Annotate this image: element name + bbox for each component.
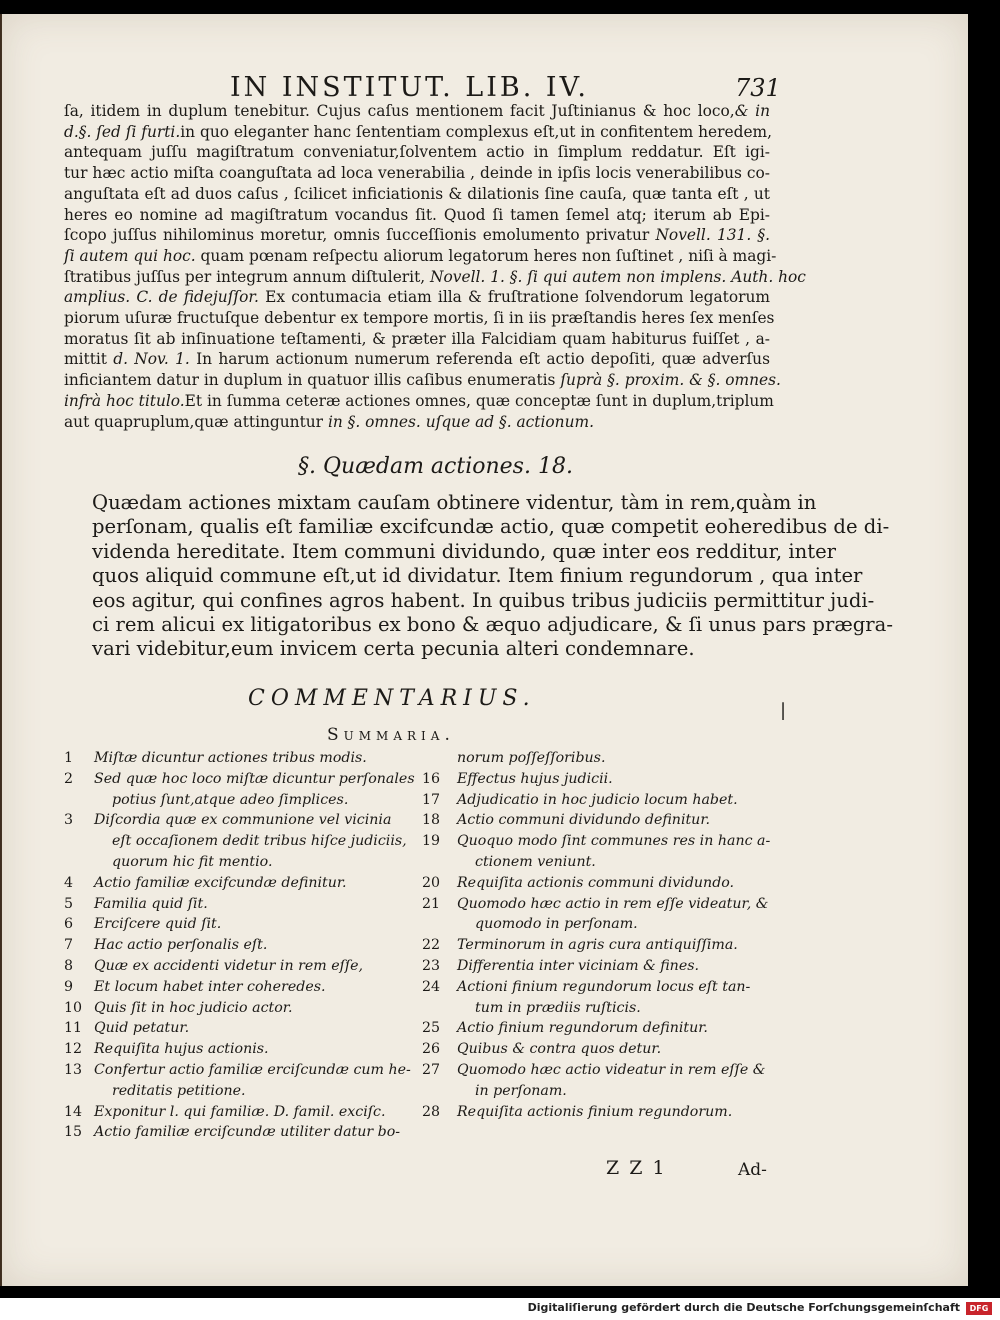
summary-number: 21 bbox=[422, 895, 441, 912]
commentary-line bbox=[64, 309, 775, 328]
catchword: Ad- bbox=[738, 1160, 767, 1180]
citation-text: & in bbox=[734, 102, 770, 120]
summary-entry: Erciſcere quid ſit. bbox=[94, 916, 222, 933]
summary-entry: Actio familiæ erciſcundæ utiliter datur bo- bbox=[94, 1124, 401, 1141]
commentary-line bbox=[64, 288, 770, 307]
summary-entry: Familia quid ſit. bbox=[94, 895, 208, 912]
institutes-line: quos aliquid commune eſt,ut id dividatur. Item finium regundorum , qua inter bbox=[92, 564, 863, 588]
summary-number: 12 bbox=[64, 1041, 83, 1058]
body-text: mittit bbox=[64, 350, 107, 369]
summary-number: 20 bbox=[422, 874, 441, 891]
summary-entry: Effectus hujus judicii. bbox=[457, 770, 613, 787]
summary-entry: Quibus & contra quos detur. bbox=[457, 1041, 662, 1058]
commentary-line bbox=[64, 350, 770, 369]
summary-number: 28 bbox=[422, 1103, 441, 1120]
summary-entry: potius ſunt,atque adeo ſimplices. bbox=[112, 791, 349, 808]
institutes-line: videnda hereditate. Item communi dividundo, quæ inter eos redditur, inter bbox=[92, 539, 837, 563]
summary-entry: Quæ ex accidenti videtur in rem eſſe, bbox=[94, 958, 364, 974]
commentarius-heading: COMMENTARIUS. bbox=[248, 686, 536, 711]
summary-entry: Actio familiæ excifcundæ definitur. bbox=[94, 874, 347, 891]
summary-entry: Terminorum in agris cura antiquiſſima. bbox=[457, 937, 738, 954]
commentary-line bbox=[64, 226, 770, 245]
body-text: aut quapruplum,quæ attinguntur bbox=[64, 412, 324, 431]
summary-number: 24 bbox=[422, 978, 441, 995]
citation-text: amplius. C. de fidejuſſor. bbox=[64, 288, 259, 307]
summary-entry: Sed quæ hoc loco miſtæ dicuntur perſonales bbox=[94, 770, 415, 787]
summary-number: 22 bbox=[422, 937, 441, 954]
commentary-line bbox=[64, 246, 777, 266]
digitization-note: Digitaliſierung gefördert durch die Deutsche Forſchungsgemeinſchaft bbox=[527, 1301, 960, 1314]
summary-entry: Quis ſit in hoc judicio actor. bbox=[94, 999, 293, 1016]
commentary-line bbox=[64, 164, 770, 183]
summary-entry: quorum hic fit mentio. bbox=[112, 854, 273, 870]
summary-entry: Differentia inter viciniam & fines. bbox=[457, 958, 700, 974]
summary-entry: quomodo in perſonam. bbox=[475, 916, 638, 933]
summary-number: 17 bbox=[422, 791, 441, 808]
citation-text: infrà hoc titulo. bbox=[64, 391, 185, 410]
commentary-line bbox=[64, 122, 773, 142]
summary-number: 10 bbox=[64, 999, 83, 1016]
summary-number: 3 bbox=[64, 812, 74, 829]
citation-text: d.§. ſed ſi furti. bbox=[64, 122, 181, 141]
summary-number: 15 bbox=[64, 1124, 83, 1141]
body-text: piorum uſuræ fructuſque debentur ex tempore mortis, ſi in iis præſtandis heres ſex menſes bbox=[64, 309, 775, 327]
summary-entry: eſt occaſionem dedit tribus hiſce judiciis, bbox=[112, 833, 407, 850]
summary-number: 1 bbox=[64, 750, 74, 766]
citation-text: Novell. 1. §. ſi qui autem non implens. Auth. hoc bbox=[425, 267, 806, 286]
body-text: quam pœnam reſpectu aliorum legatorum heres non ſuſtinet , niſi à magi- bbox=[195, 246, 777, 265]
commentary-line bbox=[64, 391, 774, 411]
summary-entry: Actio finium regundorum definitur. bbox=[457, 1020, 708, 1037]
summary-entry: Confertur actio familiæ erciſcundæ cum he- bbox=[94, 1062, 411, 1078]
body-text: inficiantem datur in duplum in quatuor illis caſibus enumeratis bbox=[64, 371, 556, 390]
summaria-heading: Summaria. bbox=[327, 725, 455, 745]
summary-entry: Adjudicatio in hoc judicio locum habet. bbox=[457, 791, 738, 808]
summary-number: 26 bbox=[422, 1041, 441, 1058]
commentary-line bbox=[64, 267, 806, 287]
summary-number: 18 bbox=[422, 812, 441, 829]
body-text: moratus ſit ab inſinuatione teſtamenti, & præter illa Falcidiam quam habiturus fuiſſet , a- bbox=[64, 329, 770, 348]
summary-entry: reditatis petitione. bbox=[112, 1082, 246, 1099]
summary-number: 11 bbox=[64, 1020, 83, 1037]
body-text: ſa, itidem in duplum tenebitur. Cujus caſus mentionem facit Juſtinianus & hoc loco, bbox=[64, 102, 735, 120]
body-text: in quo eleganter hanc ſententiam complexus eſt,ut in confitentem heredem, bbox=[180, 122, 773, 141]
commentary-line bbox=[64, 143, 770, 162]
summary-entry: norum poſſeſſoribus. bbox=[457, 750, 606, 766]
summary-entry: Quid petatur. bbox=[94, 1020, 190, 1037]
commentary-line bbox=[64, 185, 770, 204]
body-text: ſtratibus juſſus per integrum annum diſtulerit, bbox=[64, 267, 426, 286]
summary-number: 7 bbox=[64, 937, 74, 954]
summary-entry: Requiſita actionis communi dividundo. bbox=[457, 874, 735, 891]
signature-mark: Z Z 1 bbox=[606, 1157, 667, 1179]
summary-number: 9 bbox=[64, 978, 74, 995]
summary-number: 19 bbox=[422, 833, 441, 850]
institutes-line: ci rem alicui ex litigatoribus ex bono & æquo adjudicare, & ſi unus pars prægra- bbox=[92, 613, 893, 636]
summary-entry: Quoquo modo ſint communes res in hanc a- bbox=[457, 833, 771, 850]
body-text: heres eo nomine ad magiſtratum vocandus ſit. Quod ſi tamen ſemel atq; iterum ab Epi- bbox=[64, 205, 770, 224]
summary-number: 27 bbox=[422, 1062, 441, 1078]
summary-entry: Quomodo hæc actio in rem eſſe videatur, & bbox=[457, 895, 769, 912]
summary-number: 5 bbox=[64, 895, 74, 912]
summary-number: 23 bbox=[422, 958, 441, 974]
institutes-line: perſonam, qualis eſt familiæ excifcundæ actio, quæ competit eoheredibus de di- bbox=[92, 515, 890, 539]
institutes-line: Quædam actiones mixtam cauſam obtinere videntur, tàm in rem,quàm in bbox=[92, 491, 817, 514]
summary-entry: Hac actio perſonalis eſt. bbox=[94, 937, 268, 954]
body-text: Et in ſumma ceteræ actiones omnes, quæ conceptæ ſunt in duplum,triplum bbox=[184, 391, 774, 410]
body-text: In harum actionum numerum referenda eſt actio depoſiti, quæ adverſus bbox=[189, 350, 770, 369]
summary-entry: ctionem veniunt. bbox=[475, 854, 596, 870]
summary-number: 8 bbox=[64, 958, 74, 974]
citation-text: in §. omnes. uſque ad §. actionum. bbox=[323, 412, 594, 431]
running-head: IN INSTITUT. LIB. IV. bbox=[230, 72, 589, 103]
summary-entry: Actio communi dividundo definitur. bbox=[457, 812, 711, 829]
commentary-line bbox=[64, 102, 770, 121]
section-heading: §. Quædam actiones. 18. bbox=[298, 454, 573, 479]
citation-text: ſuprà §. proxim. & §. omnes. bbox=[555, 371, 781, 390]
body-text: anguſtata eſt ad duos caſus , ſcilicet inficiationis & dilationis ſine cauſa, quæ tanta eſt , ut bbox=[64, 184, 770, 203]
summary-number: 25 bbox=[422, 1020, 441, 1037]
dfg-logo: DFG bbox=[966, 1302, 992, 1315]
summary-entry: in perſonam. bbox=[475, 1082, 567, 1099]
summary-number: 4 bbox=[64, 874, 74, 891]
summary-entry: Requiſita actionis finium regundorum. bbox=[457, 1103, 733, 1120]
summary-number: 13 bbox=[64, 1062, 83, 1078]
summary-number: 2 bbox=[64, 770, 74, 787]
body-text: Ex contumacia etiam illa & fruſtratione ſolvendorum legatorum bbox=[258, 288, 770, 307]
page-number: 731 bbox=[735, 74, 781, 102]
summary-entry: Diſcordia quæ ex communione vel vicinia bbox=[94, 812, 392, 829]
commentary-line bbox=[64, 206, 770, 225]
summary-number: 6 bbox=[64, 916, 74, 933]
summary-number: 14 bbox=[64, 1103, 83, 1120]
margin-mark: | bbox=[780, 700, 787, 721]
citation-text: d. Nov. 1. bbox=[107, 350, 190, 369]
summary-entry: Quomodo hæc actio videatur in rem eſſe & bbox=[457, 1062, 766, 1078]
summary-entry: Exponitur l. qui familiæ. D. famil. exciſc. bbox=[94, 1103, 386, 1120]
summary-entry: Actioni finium regundorum locus eſt tan- bbox=[457, 978, 751, 995]
book-page bbox=[2, 14, 968, 1286]
summary-entry: Miſtæ dicuntur actiones tribus modis. bbox=[94, 750, 367, 766]
summary-number: 16 bbox=[422, 770, 441, 787]
body-text: ſcopo juſſus nihilominus moretur, omnis ſucceſſionis emolumento privatur bbox=[64, 226, 650, 245]
institutes-line: vari videbitur,eum invicem certa pecunia alteri condemnare. bbox=[92, 637, 695, 661]
commentary-line bbox=[64, 413, 770, 432]
institutes-line: eos agitur, qui confines agros habent. In quibus tribus judiciis permittitur judi- bbox=[92, 588, 875, 612]
summary-entry: tum in prædiis ruſticis. bbox=[475, 999, 641, 1016]
citation-text: Novell. 131. §. bbox=[649, 226, 770, 245]
citation-text: ſi autem qui hoc. bbox=[64, 246, 196, 265]
summary-entry: Et locum habet inter coheredes. bbox=[94, 978, 326, 995]
commentary-line bbox=[64, 371, 781, 390]
body-text: tur hæc actio miſta coanguſtata ad loca venerabilia , deinde in ipſis locis venerabilibus co- bbox=[64, 164, 770, 183]
body-text: antequam juſſu magiſtratum conveniatur,ſolventem actio in ſimplum reddatur. Eſt igi- bbox=[64, 143, 770, 162]
commentary-line bbox=[64, 330, 770, 349]
summary-entry: Requiſita hujus actionis. bbox=[94, 1041, 269, 1058]
